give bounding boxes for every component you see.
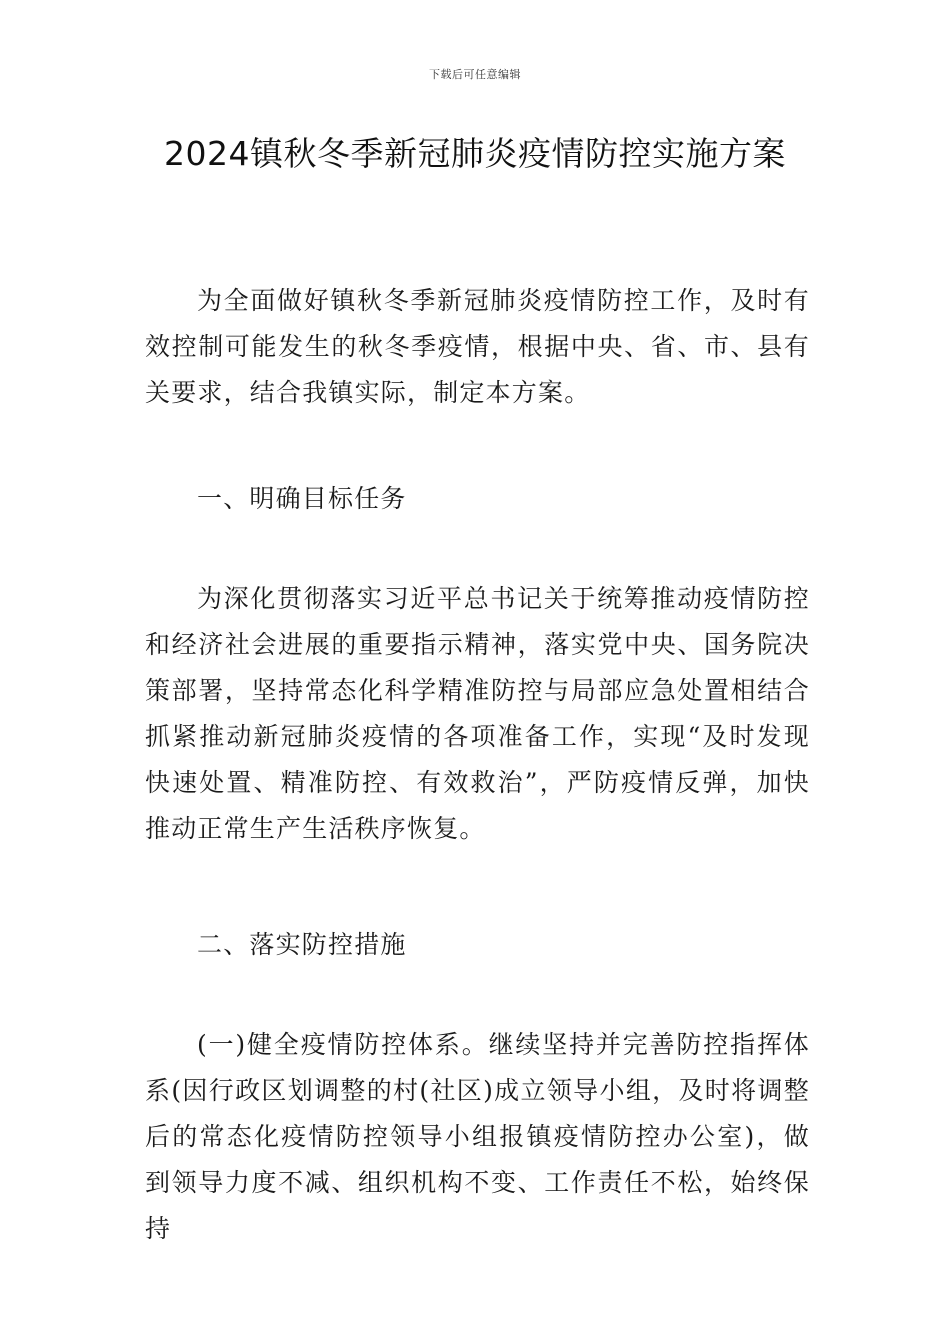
header-note: 下载后可任意编辑 [429, 68, 521, 81]
section-1-paragraph: 为深化贯彻落实习近平总书记关于统筹推动疫情防控和经济社会进展的重要指示精神，落实党中央、国务院决策部署，坚持常态化科学精准防控与局部应急处置相结合抓紧推动新冠肺炎疫情的各项准备工作，实现“及时发现快速处置、精准防控、有效救治”，严防疫情反弹，加快推动正常生产生活秩序恢复。 [145, 584, 810, 843]
intro-paragraph: 为全面做好镇秋冬季新冠肺炎疫情防控工作，及时有效控制可能发生的秋冬季疫情，根据中央、省、市、县有关要求，结合我镇实际，制定本方案。 [145, 286, 810, 407]
section-2-heading: 二、落实防控措施 [197, 930, 407, 959]
section-1-heading: 一、明确目标任务 [197, 484, 407, 513]
document-title: 2024镇秋冬季新冠肺炎疫情防控实施方案 [164, 134, 786, 173]
section-2-paragraph: (一)健全疫情防控体系。继续坚持并完善防控指挥体系(因行政区划调整的村(社区)成立领导小组，及时将调整后的常态化疫情防控领导小组报镇疫情防控办公室)，做到领导力度不减、组织机构不变、工作责任不松，始终保持 [145, 1030, 810, 1243]
